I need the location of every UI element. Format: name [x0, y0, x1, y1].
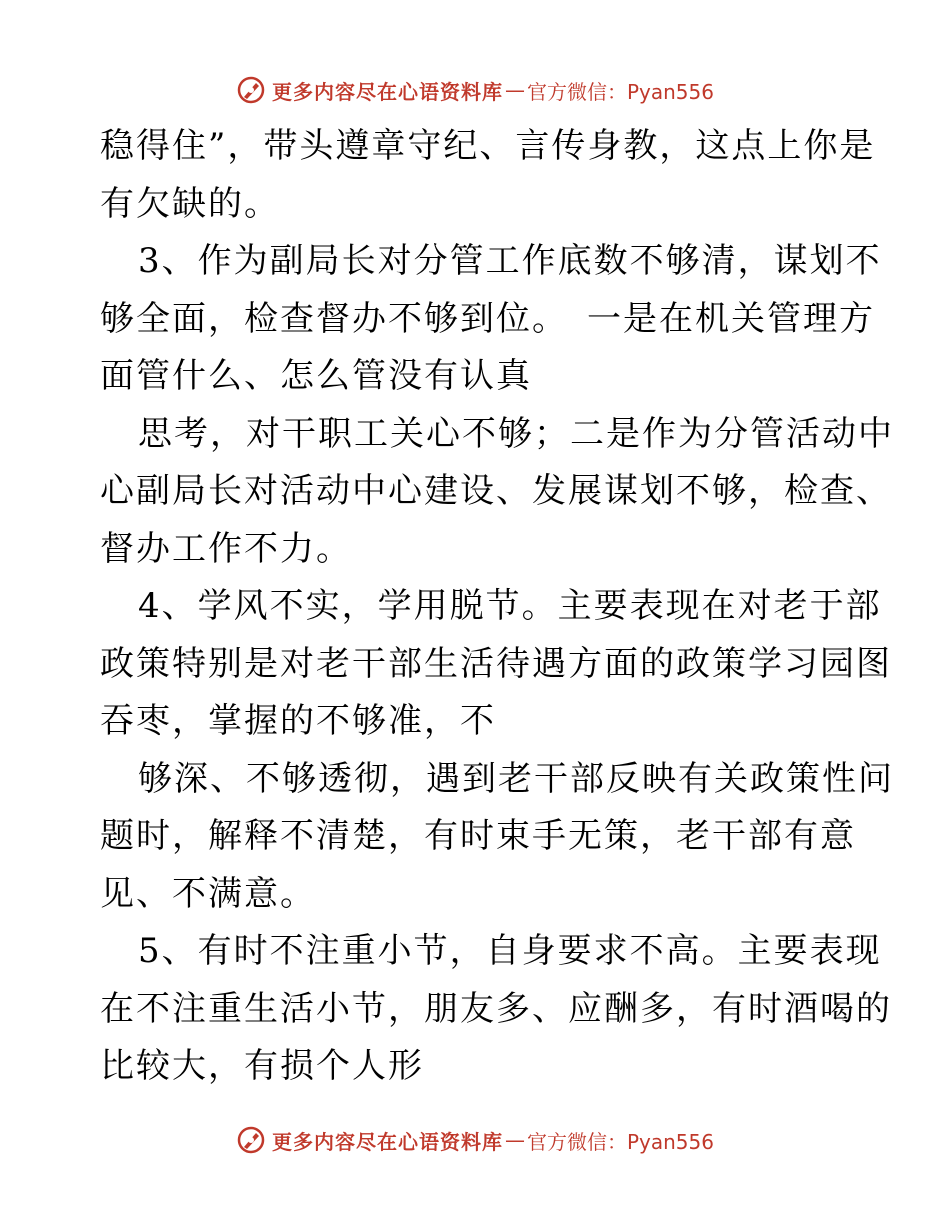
body-line: 在不注重生活小节，朋友多、应酬多，有时酒喝的 — [100, 988, 892, 1029]
body-line: 够深、不够透彻，遇到老干部反映有关政策性问 — [138, 758, 894, 799]
banner-title: 更多内容尽在心语资料库 — [271, 1129, 503, 1154]
quill-logo-icon — [236, 75, 266, 105]
footer-banner — [0, 1120, 950, 1160]
body-line: 比较大，有损个人形 — [100, 1046, 424, 1086]
body-line: 心副局长对活动中心建设、发展谋划不够，检查、 — [100, 471, 892, 511]
banner-title: 更多内容尽在心语资料库 — [271, 79, 503, 104]
body-line: 吞枣，掌握的不够准，不 — [100, 701, 496, 741]
banner-wechat: 官方微信：Pyan556 — [526, 79, 714, 104]
body-line: 够全面，检查督办不够到位。 一是在机关管理方 — [100, 298, 875, 339]
body-line: 有欠缺的。 — [100, 183, 280, 224]
header-banner — [0, 70, 950, 110]
body-line: 督办工作不力。 — [100, 528, 352, 569]
body-line: 题时，解释不清楚，有时束手无策，老干部有意 — [100, 816, 856, 856]
body-line: 4、学风不实，学用脱节。主要表现在对老于部 — [138, 586, 882, 626]
banner-separator: — — [504, 78, 525, 102]
body-line: 思考，对干职工关心不够；二是作为分管活动中 — [138, 413, 894, 454]
body-line: 见、不满意。 — [100, 873, 316, 914]
banner-wechat: 官方微信：Pyan556 — [526, 1129, 714, 1154]
body-line: 稳得住”，带头遵章守纪、言传身教，这点上你是 — [100, 126, 876, 166]
quill-logo-icon — [236, 1125, 266, 1155]
body-line: 5、有时不注重小节，自身要求不高。主要表现 — [138, 931, 882, 971]
body-line: 政策特别是对老干部生活待遇方面的政策学习园图 — [100, 643, 892, 684]
body-line: 面管什么、怎么管没有认真 — [100, 356, 532, 396]
document-body — [100, 118, 894, 1096]
body-line: 3、作为副局长对分管工作底数不够清，谋划不 — [138, 241, 882, 281]
banner-separator: — — [504, 1128, 525, 1152]
